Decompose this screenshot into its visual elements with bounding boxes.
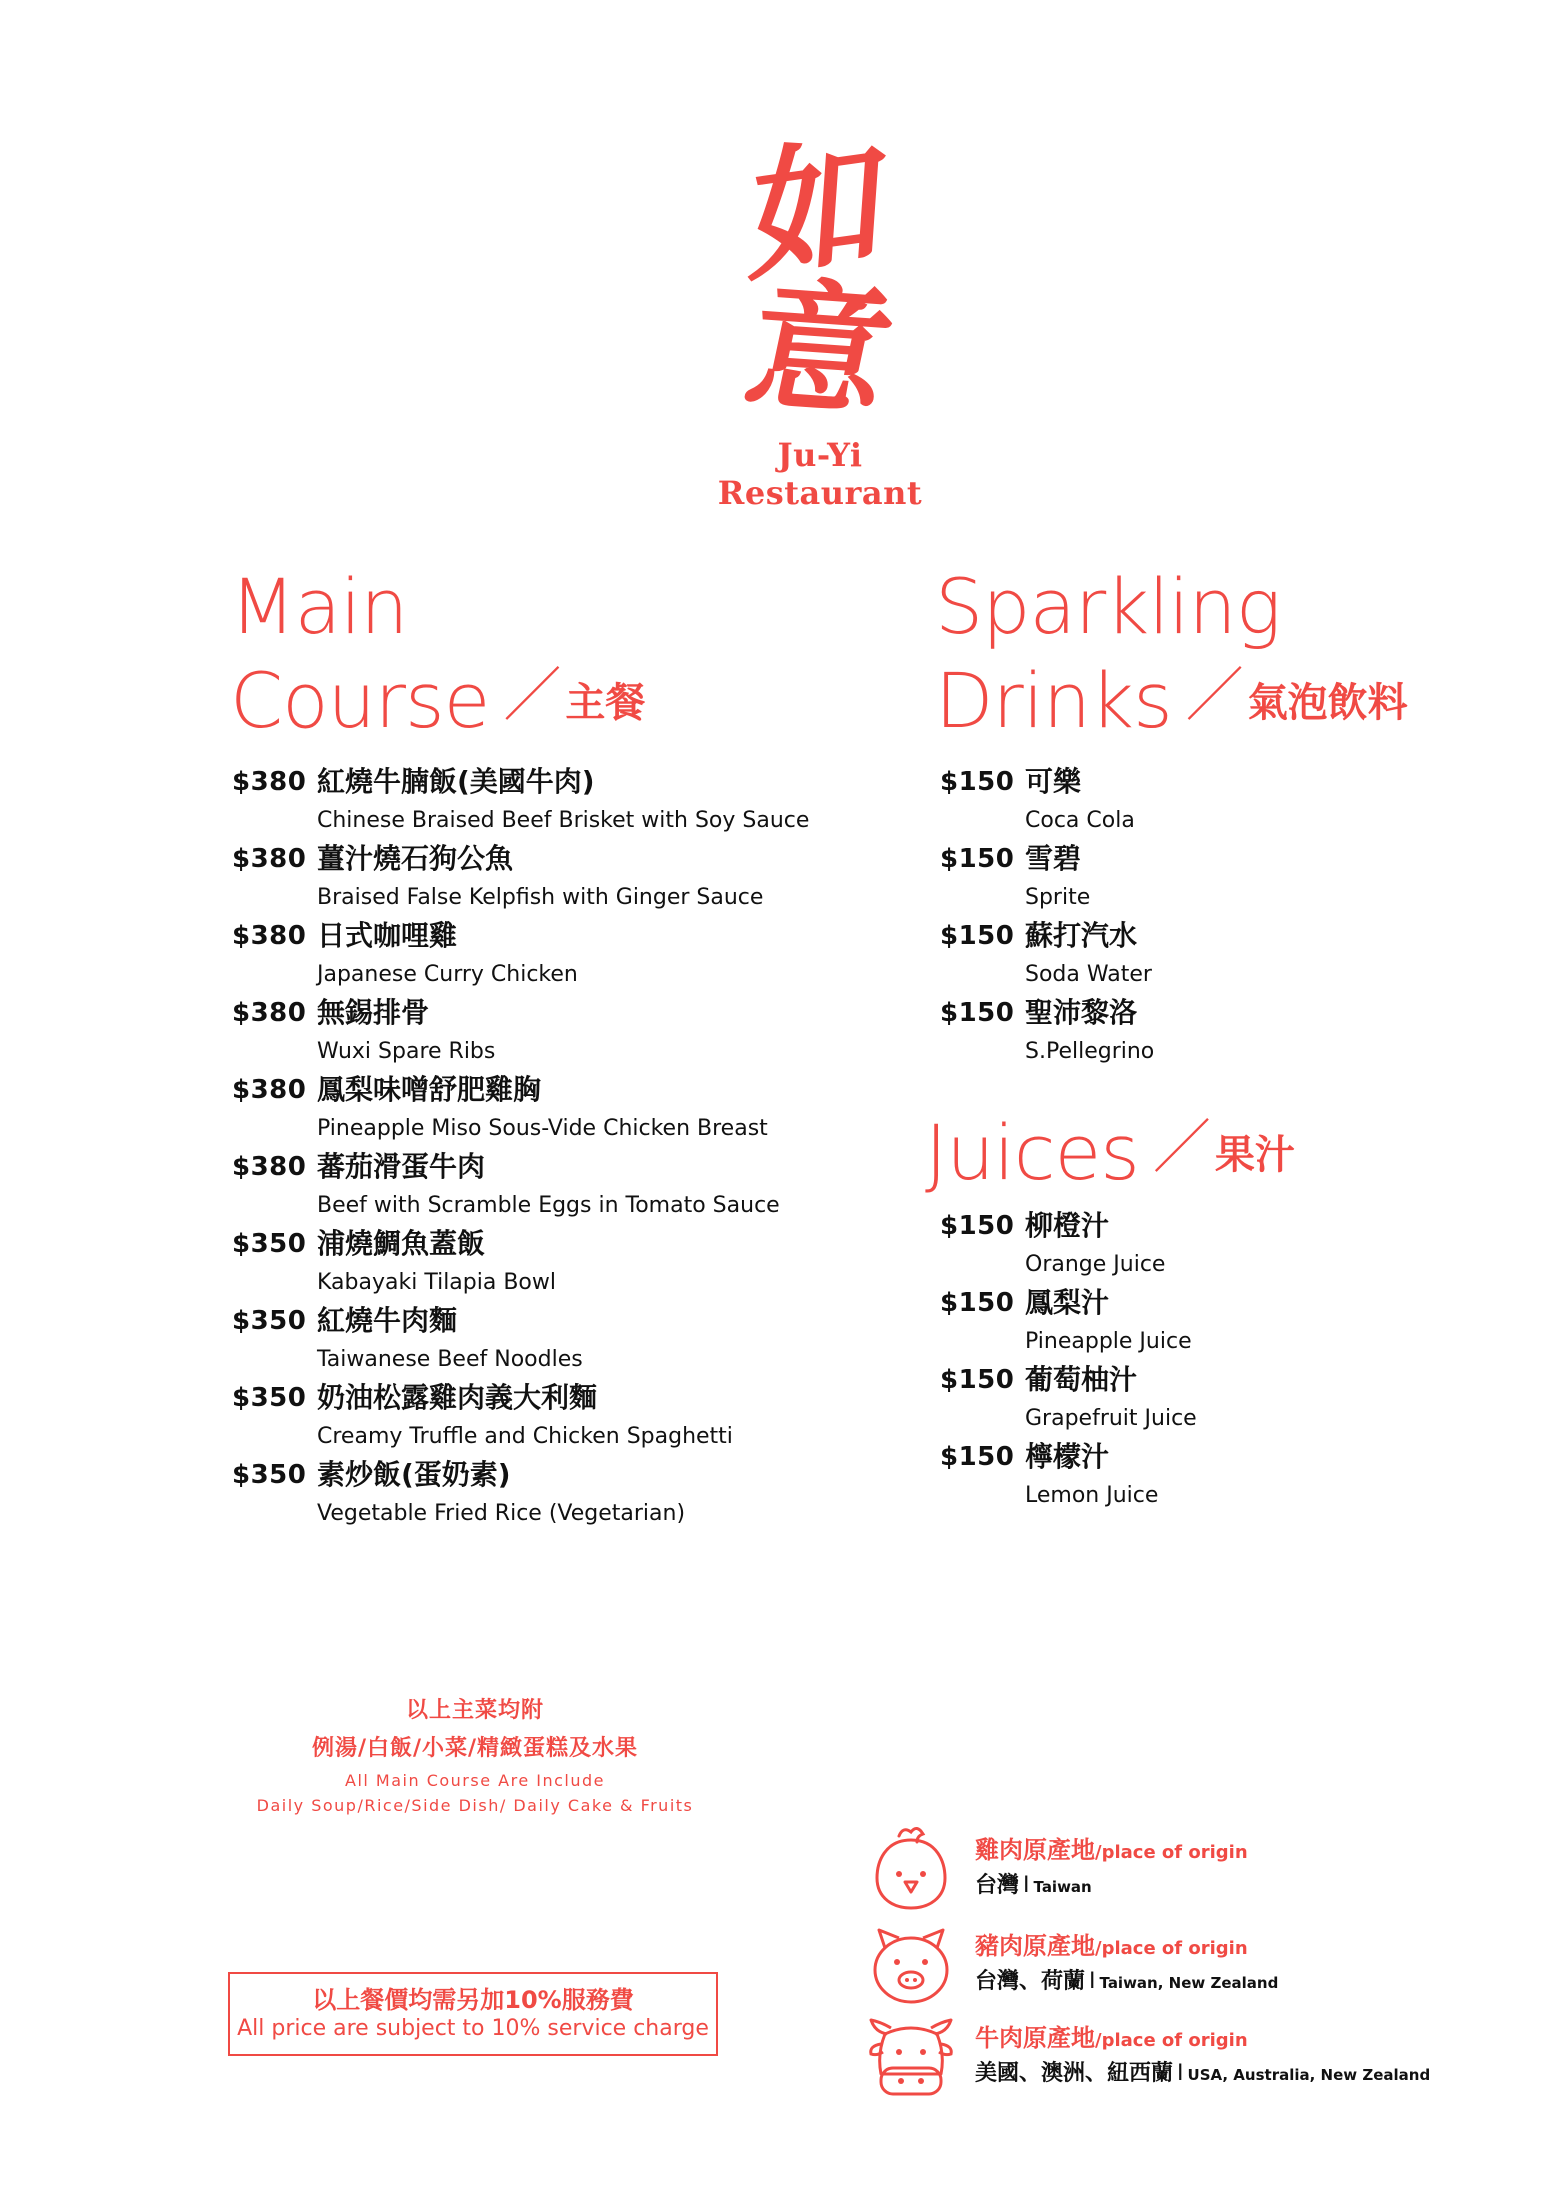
item-name-zh: 柳橙汁 bbox=[1025, 1209, 1110, 1242]
item-name-zh: 浦燒鯛魚蓋飯 bbox=[317, 1227, 486, 1260]
item-price: $150 bbox=[940, 767, 1015, 797]
item-name-en: Japanese Curry Chicken bbox=[317, 961, 578, 987]
menu-item bbox=[232, 1072, 809, 1149]
origin-value-zh: 台灣 bbox=[975, 1873, 1020, 1898]
item-name-zh: 蕃茄滑蛋牛肉 bbox=[317, 1150, 486, 1183]
menu-item bbox=[940, 918, 1154, 995]
sparkling-title-line2: Drinks bbox=[935, 656, 1172, 745]
service-charge-en: All price are subject to 10% service charge bbox=[237, 2016, 709, 2041]
menu-item bbox=[232, 1457, 809, 1534]
menu-item bbox=[232, 918, 809, 995]
main-course-list bbox=[232, 764, 809, 1534]
item-name-en: Coca Cola bbox=[1025, 807, 1135, 833]
menu-item bbox=[232, 1226, 809, 1303]
juices-title-en: Juices bbox=[925, 1108, 1139, 1197]
main-course-title-zh: 主餐 bbox=[565, 680, 646, 726]
menu-item bbox=[940, 1362, 1197, 1439]
item-price: $150 bbox=[940, 1288, 1015, 1318]
menu-item bbox=[940, 841, 1154, 918]
item-name-en: Taiwanese Beef Noodles bbox=[317, 1346, 583, 1372]
item-name-en: Braised False Kelpfish with Ginger Sauce bbox=[317, 884, 764, 910]
item-price: $150 bbox=[940, 1442, 1015, 1472]
sparkling-title-zh: 氣泡飲料 bbox=[1247, 680, 1408, 726]
item-price: $380 bbox=[232, 1075, 307, 1105]
item-name-zh: 紅燒牛腩飯(美國牛肉) bbox=[317, 765, 595, 798]
item-name-zh: 薑汁燒石狗公魚 bbox=[317, 842, 514, 875]
menu-item bbox=[232, 1149, 809, 1226]
item-name-zh: 可樂 bbox=[1025, 765, 1082, 798]
item-price: $380 bbox=[232, 767, 307, 797]
item-name-en: Grapefruit Juice bbox=[1025, 1405, 1197, 1431]
juices-title-zh: 果汁 bbox=[1214, 1132, 1295, 1178]
cow-icon bbox=[865, 2010, 957, 2102]
chicken-icon bbox=[865, 1822, 957, 1914]
item-price: $150 bbox=[940, 1211, 1015, 1241]
origin-title-zh: 豬肉原產地 bbox=[975, 1932, 1095, 1960]
item-name-zh: 日式咖哩雞 bbox=[317, 919, 458, 952]
main-course-includes-note bbox=[230, 1692, 720, 1818]
item-name-zh: 聖沛黎洛 bbox=[1025, 996, 1138, 1029]
item-name-en: Soda Water bbox=[1025, 961, 1152, 987]
origin-value-en: USA, Australia, New Zealand bbox=[1187, 2066, 1431, 2084]
pig-icon bbox=[865, 1918, 957, 2010]
origin-value-en: Taiwan, New Zealand bbox=[1099, 1974, 1279, 1992]
menu-item bbox=[940, 764, 1154, 841]
origin-pork bbox=[865, 1918, 1278, 2010]
origin-title-zh: 牛肉原產地 bbox=[975, 2024, 1095, 2052]
sparkling-drinks-title bbox=[935, 562, 1408, 745]
origin-separator: I bbox=[1177, 2061, 1184, 2086]
logo-glyph-2: 意 bbox=[732, 264, 908, 436]
item-name-zh: 檸檬汁 bbox=[1025, 1440, 1110, 1473]
title-slash: ／ bbox=[1185, 661, 1244, 729]
origin-title-en: /place of origin bbox=[1095, 1938, 1248, 1959]
item-name-zh: 無錫排骨 bbox=[317, 996, 430, 1029]
item-name-zh: 葡萄柚汁 bbox=[1025, 1363, 1138, 1396]
logo-calligraphy bbox=[690, 116, 950, 436]
origin-value-zh: 美國、澳洲、紐西蘭 bbox=[975, 2061, 1174, 2086]
item-price: $350 bbox=[232, 1460, 307, 1490]
item-name-en: Orange Juice bbox=[1025, 1251, 1166, 1277]
includes-zh-line1: 以上主菜均附 bbox=[405, 1698, 544, 1723]
item-name-zh: 素炒飯(蛋奶素) bbox=[317, 1458, 511, 1491]
item-price: $150 bbox=[940, 844, 1015, 874]
item-name-zh: 奶油松露雞肉義大利麵 bbox=[317, 1381, 598, 1414]
title-slash: ／ bbox=[503, 661, 562, 729]
main-course-title bbox=[230, 562, 646, 745]
item-name-zh: 鳳梨汁 bbox=[1025, 1286, 1110, 1319]
origin-title-en: /place of origin bbox=[1095, 1842, 1248, 1863]
origin-value-zh: 台灣、荷蘭 bbox=[975, 1969, 1086, 1994]
item-name-en: Kabayaki Tilapia Bowl bbox=[317, 1269, 556, 1295]
item-name-en: S.Pellegrino bbox=[1025, 1038, 1155, 1064]
item-price: $150 bbox=[940, 1365, 1015, 1395]
item-price: $350 bbox=[232, 1383, 307, 1413]
item-price: $380 bbox=[232, 998, 307, 1028]
menu-item bbox=[232, 841, 809, 918]
item-name-en: Lemon Juice bbox=[1025, 1482, 1159, 1508]
item-price: $380 bbox=[232, 921, 307, 951]
origin-beef bbox=[865, 2010, 1430, 2102]
item-price: $350 bbox=[232, 1229, 307, 1259]
item-name-en: Chinese Braised Beef Brisket with Soy Sauce bbox=[317, 807, 810, 833]
origin-separator: I bbox=[1089, 1969, 1096, 1994]
includes-zh-line2: 例湯/白飯/小菜/精緻蛋糕及水果 bbox=[311, 1736, 639, 1761]
main-course-title-line2: Course bbox=[230, 656, 490, 745]
menu-item bbox=[940, 1208, 1197, 1285]
origin-separator: I bbox=[1023, 1873, 1030, 1898]
item-name-en: Beef with Scramble Eggs in Tomato Sauce bbox=[317, 1192, 780, 1218]
menu-item bbox=[232, 995, 809, 1072]
main-course-title-line1: Main bbox=[230, 562, 408, 651]
item-name-zh: 紅燒牛肉麵 bbox=[317, 1304, 458, 1337]
menu-item bbox=[940, 1285, 1197, 1362]
item-name-en: Pineapple Miso Sous-Vide Chicken Breast bbox=[317, 1115, 768, 1141]
item-price: $150 bbox=[940, 998, 1015, 1028]
menu-item bbox=[232, 1303, 809, 1380]
restaurant-name: Ju-Yi Restaurant bbox=[717, 436, 923, 512]
menu-item bbox=[232, 1380, 809, 1457]
logo-glyph-1: 如 bbox=[744, 116, 896, 304]
item-price: $380 bbox=[232, 844, 307, 874]
juices-list bbox=[940, 1208, 1197, 1516]
juices-title bbox=[925, 1100, 1295, 1197]
origin-chicken bbox=[865, 1822, 1248, 1914]
title-slash: ／ bbox=[1152, 1113, 1211, 1181]
restaurant-logo bbox=[690, 116, 950, 512]
item-name-en: Vegetable Fried Rice (Vegetarian) bbox=[317, 1500, 686, 1526]
item-name-en: Wuxi Spare Ribs bbox=[317, 1038, 496, 1064]
item-name-en: Sprite bbox=[1025, 884, 1091, 910]
service-charge-zh: 以上餐價均需另加10%服務費 bbox=[312, 1986, 634, 2014]
includes-en-line1: All Main Course Are Include bbox=[345, 1771, 605, 1790]
item-name-en: Creamy Truffle and Chicken Spaghetti bbox=[317, 1423, 733, 1449]
item-name-zh: 蘇打汽水 bbox=[1025, 919, 1138, 952]
item-price: $150 bbox=[940, 921, 1015, 951]
menu-item bbox=[940, 995, 1154, 1072]
origin-title-en: /place of origin bbox=[1095, 2030, 1248, 2051]
origin-title-zh: 雞肉原產地 bbox=[975, 1836, 1095, 1864]
sparkling-title-line1: Sparkling bbox=[935, 562, 1281, 651]
item-name-zh: 雪碧 bbox=[1025, 842, 1082, 875]
includes-en-line2: Daily Soup/Rice/Side Dish/ Daily Cake & Fruits bbox=[256, 1796, 694, 1815]
item-name-en: Pineapple Juice bbox=[1025, 1328, 1192, 1354]
item-price: $380 bbox=[232, 1152, 307, 1182]
menu-item bbox=[940, 1439, 1197, 1516]
sparkling-drinks-list bbox=[940, 764, 1154, 1072]
service-charge-note bbox=[228, 1972, 718, 2056]
item-price: $350 bbox=[232, 1306, 307, 1336]
menu-item bbox=[232, 764, 809, 841]
origin-value-en: Taiwan bbox=[1033, 1878, 1092, 1896]
item-name-zh: 鳳梨味噌舒肥雞胸 bbox=[317, 1073, 542, 1106]
